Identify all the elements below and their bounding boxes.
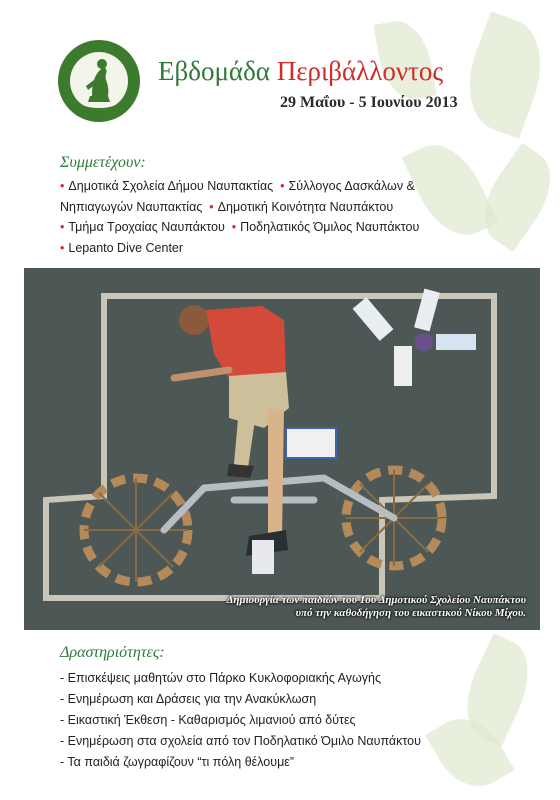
participants-list [60,176,500,258]
activity-item: - Ενημέρωση στα σχολεία από τον Ποδηλατικό Όμιλο Ναυπάκτου [60,734,421,748]
juice-box [286,428,336,458]
activities-list [60,668,530,773]
cup [252,540,274,574]
event-dates: 29 Μαΐου - 5 Ιουνίου 2013 [280,94,458,111]
bicycle-artwork-photo [24,268,540,630]
activity-item: - Επισκέψεις μαθητών στο Πάρκο Κυκλοφοριακής Αγωγής [60,671,381,685]
participant-item: • Σύλλογος Δασκάλων & [280,179,415,193]
left-wheel [84,478,188,582]
participant-item: • Τμήμα Τροχαίας Ναυπάκτου [60,220,225,234]
title-part-1: Εβδομάδα [158,56,270,86]
photo-caption: Δημιουργία των παιδιών του 1ου Δημοτικού Σχολείου Ναυπάκτου υπό την καθοδήγηση του εικαστικού Νίκου Μίχου. [226,594,526,619]
participant-item: • Lepanto Dive Center [60,240,184,255]
activity-item: - Τα παιδιά ζωγραφίζουν “τι πόλη θέλουμε” [60,755,295,769]
participant-item: • Δημοτική Κοινότητα Ναυπάκτου [209,199,394,214]
municipality-logo [58,40,140,122]
participant-item: • Δημοτικά Σχολεία Δήμου Ναυπακτίας [60,179,274,193]
activities-heading: Δραστηριότητες: [60,644,165,661]
statue-emblem-icon [58,40,140,122]
activity-item: - Εικαστική Έκθεση - Καθαρισμός λιμανιού από δύτες [60,713,356,727]
title-part-2: Περιβάλλοντος [276,56,444,86]
page-title [158,56,443,87]
participant-item: • Ποδηλατικός Όμιλος Ναυπάκτου [231,220,420,234]
participants-heading: Συμμετέχουν: [60,154,146,171]
photo-illustration [24,268,540,630]
activity-item: - Ενημέρωση και Δράσεις για την Ανακύκλωση [60,692,317,706]
participant-item-continued: Νηπιαγωγών Ναυπακτίας [60,199,203,214]
